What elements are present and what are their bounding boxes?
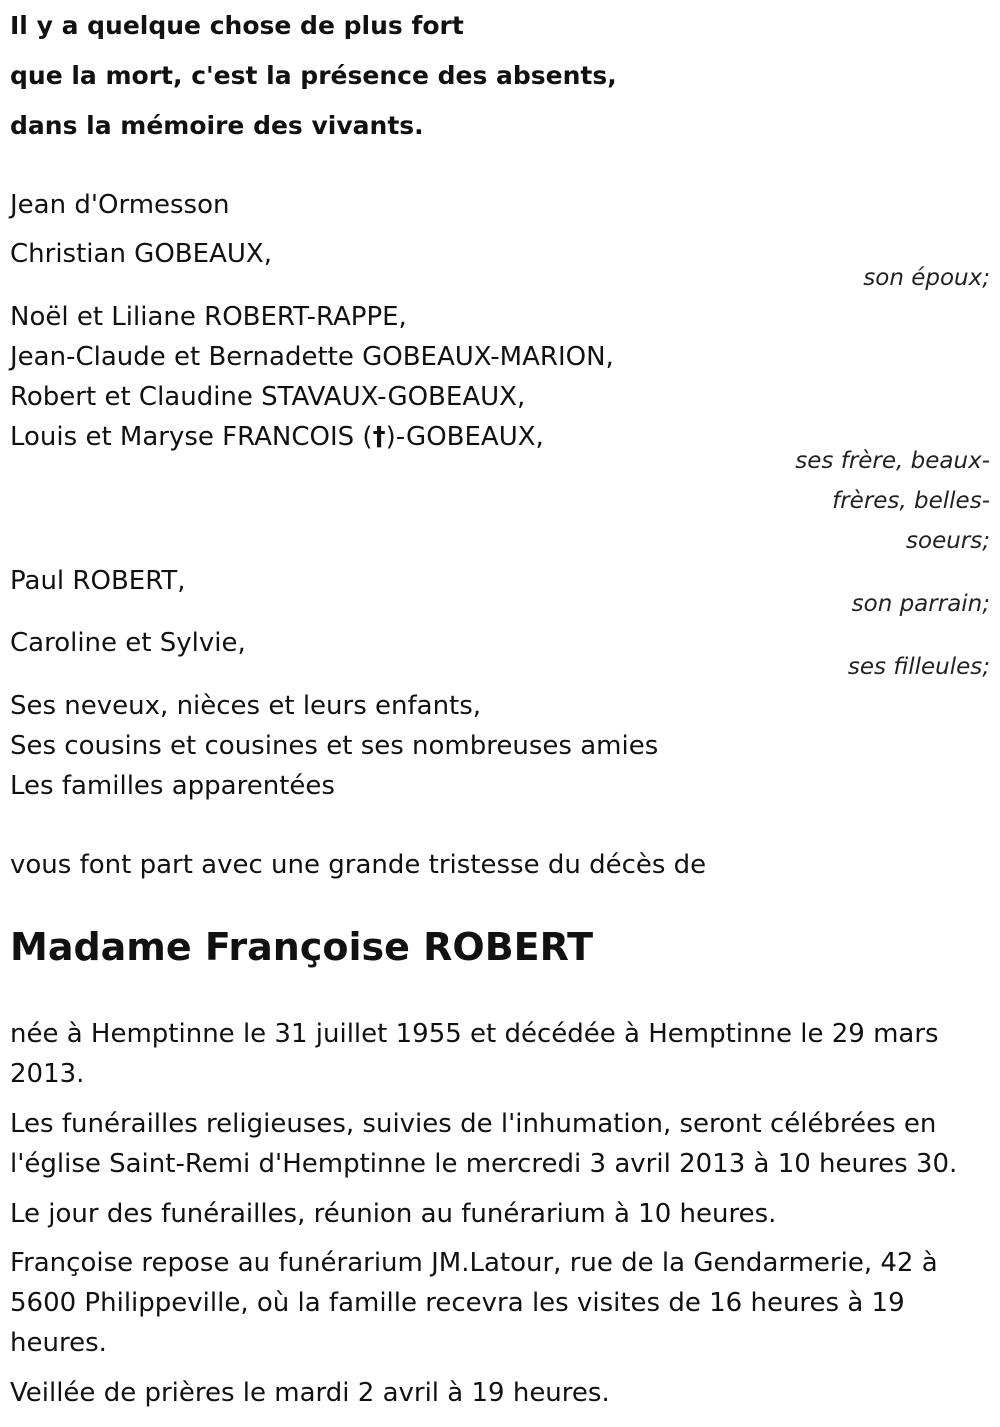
rest-line-2: 5600 Philippeville, où la famille recevra les visites de 16 heures à 19 <box>10 1288 905 1318</box>
sibling-4 <box>10 417 544 457</box>
funeral-line-2: l'église Saint-Remi d'Hemptinne le mercredi 3 avril 2013 à 10 heures 30. <box>10 1149 958 1179</box>
relatives-line-3: Les familles apparentées <box>10 771 335 801</box>
sibling-4-prefix: Louis et Maryse FRANCOIS ( <box>10 422 373 452</box>
quote-line-2: que la mort, c'est la présence des absents, <box>10 61 617 90</box>
sibling-2: Jean-Claude et Bernadette GOBEAUX-MARION, <box>10 342 614 372</box>
quote-line-1: Il y a quelque chose de plus fort <box>10 11 464 40</box>
husband-role: son époux; <box>863 265 990 291</box>
birth-death-line-1: née à Hemptinne le 31 juillet 1955 et décédée à Hemptinne le 29 mars <box>10 1019 939 1049</box>
quote-author: Jean d'Ormesson <box>10 190 230 220</box>
rest-line-1: Françoise repose au funérarium JM.Latour, rue de la Gendarmerie, 42 à <box>10 1248 938 1278</box>
relatives-line-2: Ses cousins et cousines et ses nombreuses amies <box>10 731 659 761</box>
rest-line-3: heures. <box>10 1328 107 1358</box>
funeral-line-1: Les funérailles religieuses, suivies de l'inhumation, seront célébrées en <box>10 1109 937 1139</box>
goddaughters-name: Caroline et Sylvie, <box>10 628 246 658</box>
siblings-role-line-3: soeurs; <box>906 528 990 554</box>
cross-icon: † <box>372 422 386 452</box>
husband-name: Christian GOBEAUX, <box>10 239 272 269</box>
deceased-name: Madame Françoise ROBERT <box>10 925 594 969</box>
sibling-3: Robert et Claudine STAVAUX-GOBEAUX, <box>10 382 526 412</box>
siblings-role-line-2: frères, belles- <box>832 488 990 514</box>
goddaughters-role: ses filleules; <box>847 654 990 680</box>
godfather-name: Paul ROBERT, <box>10 566 186 596</box>
meeting-info: Le jour des funérailles, réunion au funérarium à 10 heures. <box>10 1199 777 1229</box>
sibling-4-suffix: )-GOBEAUX, <box>385 422 544 452</box>
announcement-text: vous font part avec une grande tristesse du décès de <box>10 850 707 880</box>
relatives-line-1: Ses neveux, nièces et leurs enfants, <box>10 691 482 721</box>
godfather-role: son parrain; <box>851 591 990 617</box>
vigil-info: Veillée de prières le mardi 2 avril à 19 heures. <box>10 1378 610 1408</box>
sibling-1: Noël et Liliane ROBERT-RAPPE, <box>10 302 407 332</box>
quote-line-3: dans la mémoire des vivants. <box>10 111 424 140</box>
birth-death-line-2: 2013. <box>10 1059 85 1089</box>
siblings-role-line-1: ses frère, beaux- <box>795 448 990 474</box>
